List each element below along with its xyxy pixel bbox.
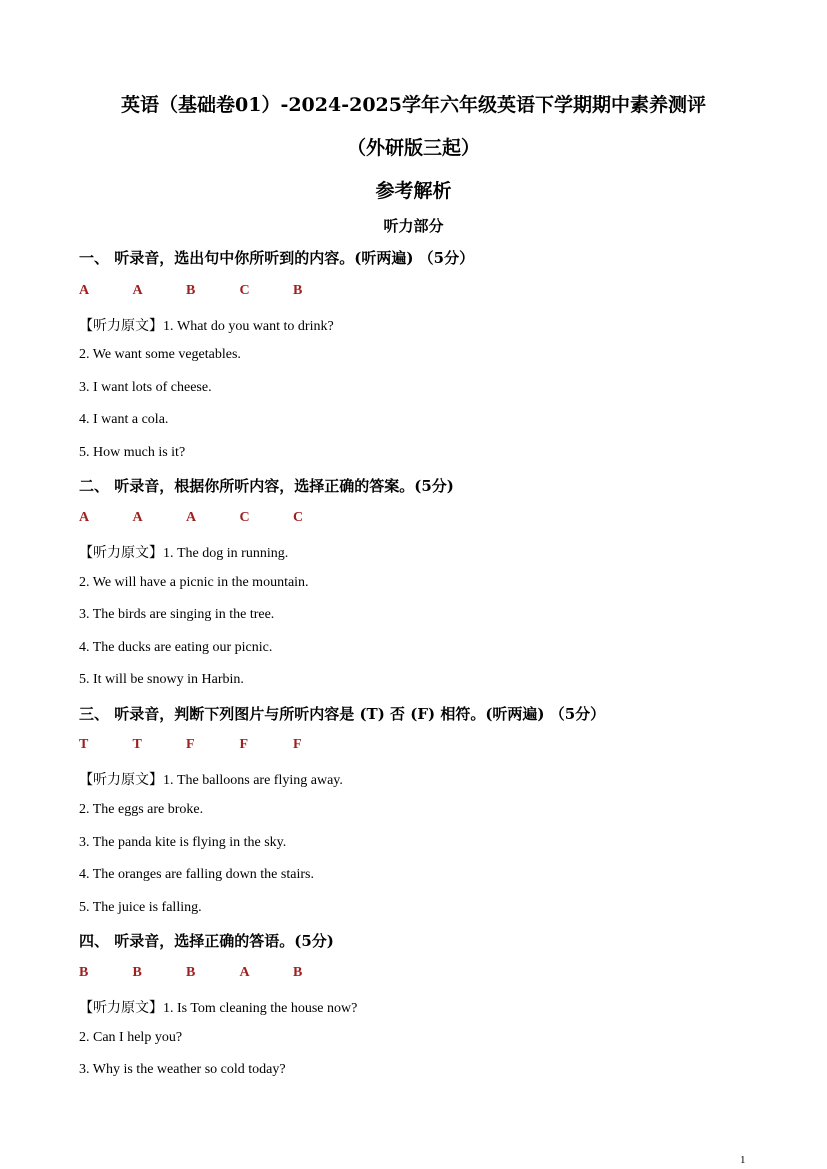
answer: C [293, 510, 304, 525]
answer: F [293, 737, 302, 752]
transcript-tag: 【听力原文】 [79, 318, 163, 334]
answer: B [293, 283, 303, 298]
answer: A [132, 283, 143, 298]
transcript-line: 3. I want lots of cheese. [79, 380, 212, 395]
answer: C [239, 510, 250, 525]
transcript-line [79, 997, 357, 1017]
transcript-line [79, 769, 343, 789]
transcript-line [79, 315, 334, 335]
section-4-answers [79, 965, 347, 981]
section-2-heading: 二、 听录音，根据你所听内容，选择正确的答案。(5分) [79, 477, 454, 495]
answer: A [186, 510, 197, 525]
transcript-line: 2. We want some vegetables. [79, 347, 241, 362]
answer: B [79, 965, 89, 980]
transcript-text: 1. What do you want to drink? [163, 319, 334, 334]
answer: A [79, 283, 90, 298]
section-3-answers [79, 737, 347, 753]
transcript-line [79, 542, 288, 562]
transcript-line: 2. The eggs are broke. [79, 802, 204, 817]
page-number: 1 [740, 1154, 746, 1166]
page-title: 英语（基础卷01）-2024-2025学年六年级英语下学期期中素养测评 [121, 94, 706, 116]
section-1-heading: 一、 听录音，选出句中你所听到的内容。(听两遍) （5分） [79, 249, 475, 267]
section-2-answers [79, 510, 347, 526]
answer: B [186, 283, 196, 298]
transcript-line: 3. Why is the weather so cold today? [79, 1062, 286, 1077]
answer: B [293, 965, 303, 980]
transcript-text: 1. The balloons are flying away. [163, 773, 343, 788]
transcript-tag: 【听力原文】 [79, 545, 163, 561]
answer: A [79, 510, 90, 525]
section-1-answers [79, 283, 347, 299]
page-subtitle: 参考解析 [375, 180, 452, 202]
answer: A [132, 510, 143, 525]
transcript-text: 1. The dog in running. [163, 546, 289, 561]
answer: B [132, 965, 142, 980]
transcript-line: 3. The panda kite is flying in the sky. [79, 835, 287, 850]
section-4-heading: 四、 听录音，选择正确的答语。(5分) [79, 932, 334, 950]
transcript-tag: 【听力原文】 [79, 1000, 163, 1016]
page-title-edition: （外研版三起） [346, 137, 480, 159]
transcript-line: 4. I want a cola. [79, 412, 169, 427]
answer: F [239, 737, 249, 752]
transcript-line: 5. How much is it? [79, 445, 186, 460]
transcript-line: 2. Can I help you? [79, 1030, 183, 1045]
transcript-line: 5. The juice is falling. [79, 900, 202, 915]
transcript-tag: 【听力原文】 [79, 772, 163, 788]
transcript-line: 3. The birds are singing in the tree. [79, 607, 275, 622]
answer: A [239, 965, 250, 980]
transcript-line: 4. The oranges are falling down the stairs. [79, 867, 314, 882]
answer: C [239, 283, 250, 298]
transcript-line: 5. It will be snowy in Harbin. [79, 672, 244, 687]
answer: B [186, 965, 196, 980]
answer: F [186, 737, 195, 752]
section-3-heading: 三、 听录音，判断下列图片与所听内容是 (T) 否 (F) 相符。(听两遍) （5分） [79, 705, 606, 723]
answer: T [79, 737, 89, 752]
transcript-line: 4. The ducks are eating our picnic. [79, 640, 273, 655]
transcript-text: 1. Is Tom cleaning the house now? [163, 1001, 358, 1016]
answer: T [132, 737, 142, 752]
part-heading: 听力部分 [383, 217, 444, 235]
transcript-line: 2. We will have a picnic in the mountain. [79, 575, 309, 590]
